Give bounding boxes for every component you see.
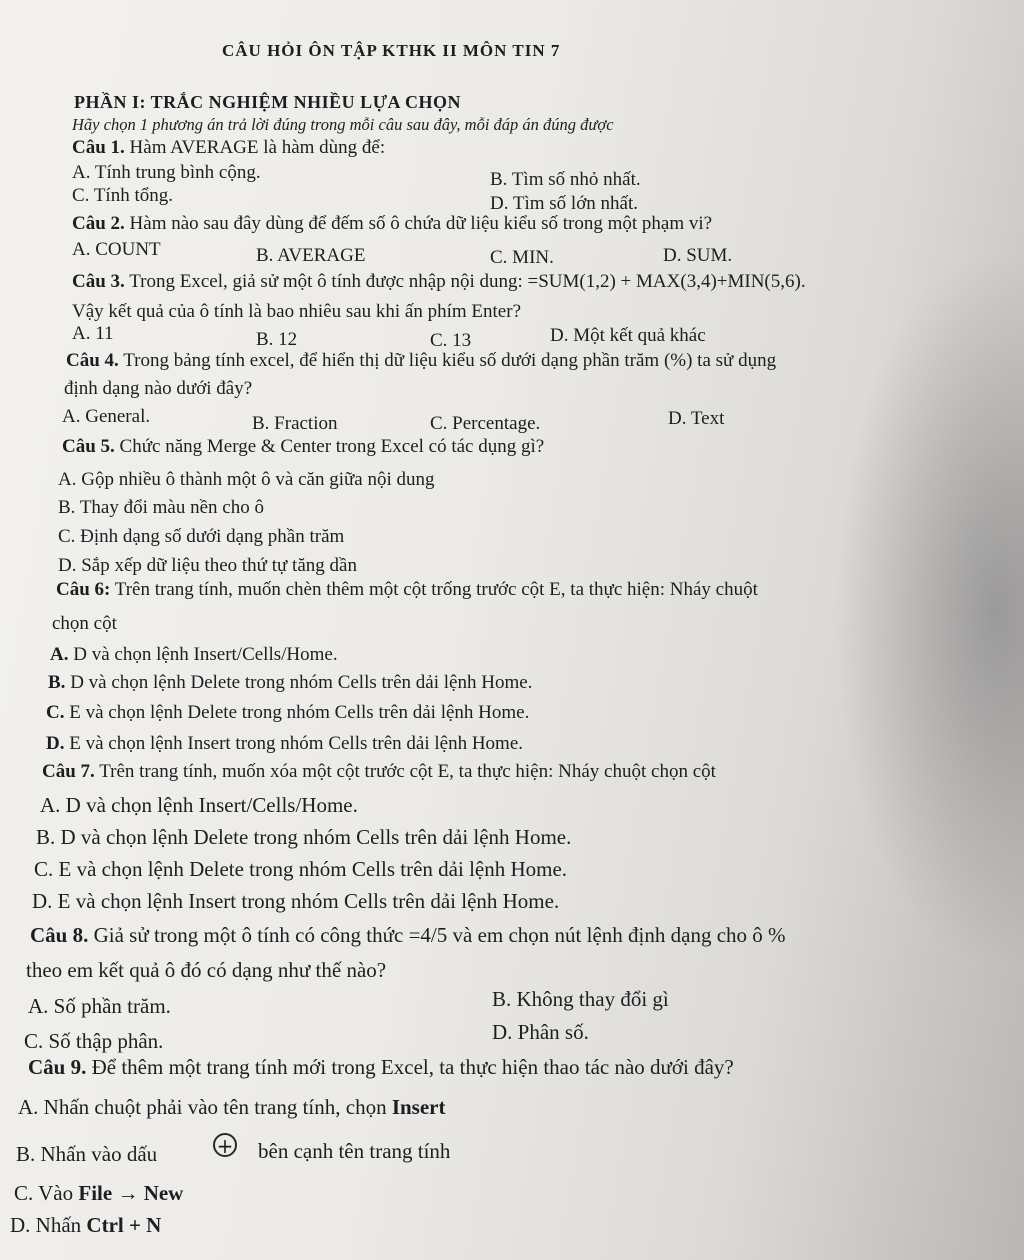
page-title: CÂU HỎI ÔN TẬP KTHK II MÔN TIN 7 bbox=[222, 41, 561, 60]
question-number: Câu 8. bbox=[30, 923, 89, 947]
option-key: C. bbox=[46, 702, 65, 723]
question-number: Câu 5. bbox=[62, 436, 115, 457]
question-2 bbox=[72, 214, 712, 233]
q1-option-c: C. Tính tổng. bbox=[72, 185, 173, 206]
question-3 bbox=[72, 272, 806, 291]
question-number: Câu 6: bbox=[56, 579, 111, 600]
q8-option-d: D. Phân số. bbox=[492, 1020, 589, 1044]
q7-option-a: A. D và chọn lệnh Insert/Cells/Home. bbox=[40, 793, 358, 817]
question-7 bbox=[42, 762, 716, 781]
option-text: D và chọn lệnh Delete trong nhóm Cells trên dải lệnh Home. bbox=[65, 672, 533, 693]
q9-option-c bbox=[14, 1183, 183, 1204]
q9-option-a bbox=[18, 1097, 446, 1118]
q7-option-c: C. E và chọn lệnh Delete trong nhóm Cells trên dải lệnh Home. bbox=[34, 857, 568, 881]
question-9 bbox=[28, 1057, 734, 1078]
question-text: Trên trang tính, muốn xóa một cột trước cột E, ta thực hiện: Nháy chuột chọn cột bbox=[94, 761, 716, 782]
question-number: Câu 3. bbox=[72, 271, 125, 292]
option-emphasis: File → New bbox=[78, 1181, 184, 1205]
question-4-line-2: định dạng nào dưới đây? bbox=[64, 378, 253, 399]
option-text: A. Nhấn chuột phải vào tên trang tính, chọn bbox=[18, 1095, 392, 1119]
option-key: B. bbox=[48, 672, 66, 693]
q8-option-b: B. Không thay đổi gì bbox=[492, 987, 669, 1011]
q8-option-a: A. Số phần trăm. bbox=[28, 994, 171, 1018]
q5-option-d: D. Sắp xếp dữ liệu theo thứ tự tăng dần bbox=[58, 555, 357, 576]
q7-option-b: B. D và chọn lệnh Delete trong nhóm Cells trên dải lệnh Home. bbox=[36, 825, 572, 849]
q4-option-b: B. Fraction bbox=[252, 413, 338, 434]
q2-option-a: A. COUNT bbox=[72, 239, 161, 260]
question-text: Giả sử trong một ô tính có công thức =4/5 và em chọn nút lệnh định dạng cho ô % bbox=[88, 923, 786, 947]
question-3-line-2: Vậy kết quả của ô tính là bao nhiêu sau khi ấn phím Enter? bbox=[72, 301, 522, 322]
question-number: Câu 2. bbox=[72, 213, 125, 234]
q8-option-c: C. Số thập phân. bbox=[24, 1029, 164, 1053]
question-text: Trong bảng tính excel, để hiển thị dữ liệu kiểu số dưới dạng phần trăm (%) ta sử dụng bbox=[118, 350, 777, 371]
question-number: Câu 4. bbox=[66, 350, 119, 371]
question-8 bbox=[30, 925, 786, 946]
question-number: Câu 9. bbox=[28, 1055, 87, 1079]
instruction-text: Hãy chọn 1 phương án trả lời đúng trong mỗi câu sau đây, mỗi đáp án đúng được bbox=[72, 115, 614, 134]
add-sheet-plus-icon: + bbox=[213, 1133, 237, 1157]
question-8-line-2: theo em kết quả ô đó có dạng như thế nào? bbox=[26, 958, 387, 982]
q6-option-d bbox=[46, 734, 523, 753]
section-heading: PHẦN I: TRẮC NGHIỆM NHIỀU LỰA CHỌN bbox=[74, 92, 462, 112]
q5-option-a: A. Gộp nhiều ô thành một ô và căn giữa nội dung bbox=[58, 469, 435, 490]
q9-option-b-continued: bên cạnh tên trang tính bbox=[258, 1139, 451, 1163]
option-emphasis: Insert bbox=[391, 1095, 446, 1119]
q6-option-a bbox=[50, 645, 338, 664]
q4-option-c: C. Percentage. bbox=[430, 413, 541, 434]
q3-option-d: D. Một kết quả khác bbox=[550, 325, 706, 346]
q6-option-c bbox=[46, 703, 529, 722]
q3-option-a: A. 11 bbox=[72, 323, 114, 344]
question-number: Câu 1. bbox=[72, 137, 125, 158]
option-text: D. Nhấn bbox=[10, 1213, 87, 1237]
question-text: Để thêm một trang tính mới trong Excel, ta thực hiện thao tác nào dưới đây? bbox=[86, 1055, 734, 1079]
question-text: Trong Excel, giả sử một ô tính được nhập nội dung: =SUM(1,2) + MAX(3,4)+MIN(5,6). bbox=[124, 271, 806, 292]
question-number: Câu 7. bbox=[42, 761, 95, 782]
option-key: A. bbox=[50, 644, 69, 665]
option-emphasis: Ctrl + N bbox=[86, 1213, 162, 1237]
q1-option-a: A. Tính trung bình cộng. bbox=[72, 162, 261, 183]
option-text: E và chọn lệnh Delete trong nhóm Cells trên dải lệnh Home. bbox=[64, 702, 530, 723]
option-text: E và chọn lệnh Insert trong nhóm Cells trên dải lệnh Home. bbox=[64, 733, 524, 754]
q5-option-c: C. Định dạng số dưới dạng phần trăm bbox=[58, 526, 345, 547]
q3-option-b: B. 12 bbox=[256, 329, 298, 350]
question-1 bbox=[72, 138, 385, 157]
hand-shadow bbox=[834, 250, 1024, 970]
question-text: Chức năng Merge & Center trong Excel có tác dụng gì? bbox=[114, 436, 545, 457]
question-text: Hàm AVERAGE là hàm dùng để: bbox=[124, 137, 386, 158]
option-text: C. Vào bbox=[14, 1181, 79, 1205]
q1-option-b: B. Tìm số nhỏ nhất. bbox=[490, 169, 641, 190]
q7-option-d: D. E và chọn lệnh Insert trong nhóm Cells trên dải lệnh Home. bbox=[32, 889, 560, 913]
q2-option-b: B. AVERAGE bbox=[256, 245, 366, 266]
option-key: D. bbox=[46, 733, 65, 754]
q1-option-d: D. Tìm số lớn nhất. bbox=[490, 193, 638, 214]
q9-option-b: B. Nhấn vào dấu bbox=[16, 1142, 158, 1166]
q6-option-b bbox=[48, 673, 532, 692]
question-text: Hàm nào sau đây dùng để đếm số ô chứa dữ liệu kiểu số trong một phạm vi? bbox=[124, 213, 713, 234]
q4-option-a: A. General. bbox=[62, 406, 151, 427]
question-4 bbox=[66, 351, 776, 370]
q5-option-b: B. Thay đổi màu nền cho ô bbox=[58, 497, 264, 518]
question-6 bbox=[56, 580, 758, 599]
q2-option-d: D. SUM. bbox=[663, 245, 733, 266]
q3-option-c: C. 13 bbox=[430, 330, 472, 351]
q2-option-c: C. MIN. bbox=[490, 247, 554, 268]
question-5 bbox=[62, 437, 544, 456]
q4-option-d: D. Text bbox=[668, 408, 725, 429]
question-6-line-2: chọn cột bbox=[52, 613, 117, 634]
option-text: D và chọn lệnh Insert/Cells/Home. bbox=[68, 644, 338, 665]
question-text: Trên trang tính, muốn chèn thêm một cột trống trước cột E, ta thực hiện: Nháy chuột bbox=[110, 579, 758, 600]
q9-option-d bbox=[10, 1215, 161, 1236]
